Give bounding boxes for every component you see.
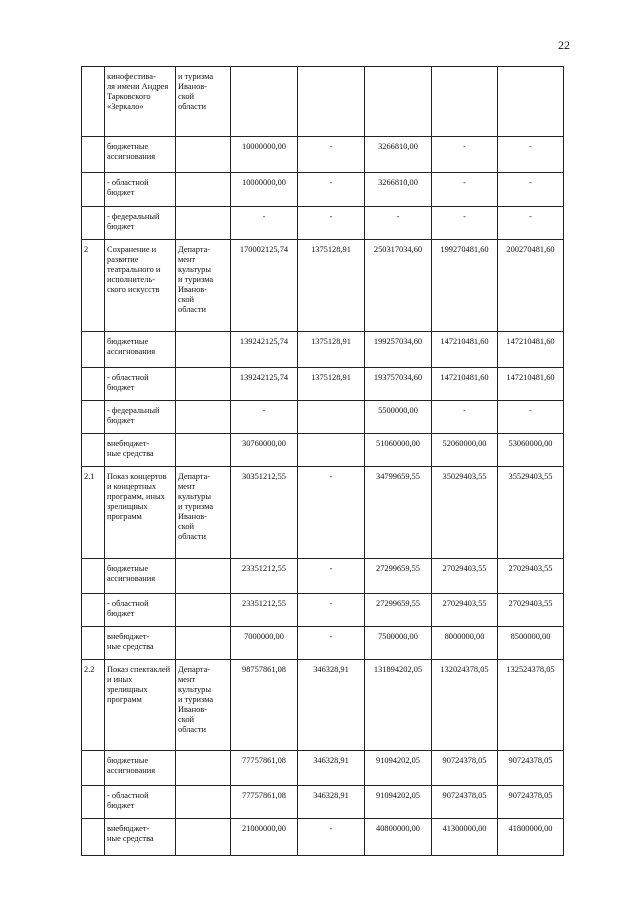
value-cell-1: 23351212,55 — [231, 559, 298, 594]
value-cell-1: 7000000,00 — [231, 627, 298, 660]
value-cell-4: 52060000,00 — [432, 434, 498, 467]
value-cell-2 — [298, 434, 365, 467]
value-cell-5: 41800000,00 — [498, 819, 564, 856]
value-cell-2: 346328,91 — [298, 660, 365, 751]
value-cell-4: - — [432, 173, 498, 207]
value-cell-4: 132024378,05 — [432, 660, 498, 751]
value-cell-4 — [432, 67, 498, 137]
value-cell-1: - — [231, 207, 298, 240]
value-cell-5: 8500000,00 — [498, 627, 564, 660]
value-cell-1: 170002125,74 — [231, 240, 298, 332]
row-number-cell — [82, 401, 105, 434]
value-cell-2: 346328,91 — [298, 751, 365, 786]
value-cell-2: - — [298, 559, 365, 594]
value-cell-1: 23351212,55 — [231, 594, 298, 627]
row-number-cell — [82, 751, 105, 786]
row-name-cell: Сохранение и развитие театрального и исполнитель- ского искусств — [105, 240, 176, 332]
row-executor-cell — [176, 207, 231, 240]
value-cell-5: - — [498, 207, 564, 240]
value-cell-3: 34799659,55 — [365, 467, 432, 559]
row-number-cell — [82, 173, 105, 207]
value-cell-3: 91094202,05 — [365, 751, 432, 786]
value-cell-4: 41300000,00 — [432, 819, 498, 856]
value-cell-1: 21000000,00 — [231, 819, 298, 856]
value-cell-4: 90724378,05 — [432, 751, 498, 786]
row-executor-cell: Департа- мент культуры и туризма Иванов- ской области — [176, 467, 231, 559]
row-name-cell: кинофестива- ля имени Андрея Тарковского «Зеркало» — [105, 67, 176, 137]
row-number-cell — [82, 207, 105, 240]
value-cell-5: 200270481,60 — [498, 240, 564, 332]
table-row — [82, 173, 564, 207]
row-name-cell: бюджетные ассигнования — [105, 751, 176, 786]
value-cell-3: 250317034,60 — [365, 240, 432, 332]
row-executor-cell — [176, 434, 231, 467]
value-cell-5: - — [498, 401, 564, 434]
row-executor-cell — [176, 173, 231, 207]
row-name-cell: Показ концертов и концертных программ, иных зрелищных программ — [105, 467, 176, 559]
value-cell-5: 90724378,05 — [498, 786, 564, 819]
value-cell-5: 27029403,55 — [498, 559, 564, 594]
table-row — [82, 819, 564, 856]
table-row — [82, 368, 564, 401]
value-cell-3: 131894202,05 — [365, 660, 432, 751]
value-cell-4: 8000000,00 — [432, 627, 498, 660]
row-number-cell — [82, 594, 105, 627]
value-cell-2 — [298, 67, 365, 137]
row-number-cell — [82, 434, 105, 467]
value-cell-3: 199257034,60 — [365, 332, 432, 368]
value-cell-5: 90724378,05 — [498, 751, 564, 786]
value-cell-2: - — [298, 819, 365, 856]
table-row — [82, 401, 564, 434]
row-number-cell: 2.2 — [82, 660, 105, 751]
value-cell-3: 91094202,05 — [365, 786, 432, 819]
row-number-cell: 2 — [82, 240, 105, 332]
value-cell-5: 53060000,00 — [498, 434, 564, 467]
row-executor-cell — [176, 401, 231, 434]
value-cell-2: 1375128,91 — [298, 368, 365, 401]
row-name-cell: - областной бюджет — [105, 786, 176, 819]
value-cell-2: - — [298, 173, 365, 207]
row-executor-cell — [176, 819, 231, 856]
value-cell-2: - — [298, 137, 365, 173]
table-row — [82, 240, 564, 332]
value-cell-2: - — [298, 627, 365, 660]
row-name-cell: - федеральный бюджет — [105, 401, 176, 434]
value-cell-1: 98757861,08 — [231, 660, 298, 751]
row-number-cell — [82, 786, 105, 819]
row-executor-cell — [176, 137, 231, 173]
table-row — [82, 594, 564, 627]
row-name-cell: - областной бюджет — [105, 368, 176, 401]
row-name-cell: бюджетные ассигнования — [105, 137, 176, 173]
budget-table — [81, 66, 564, 856]
table-row — [82, 137, 564, 173]
value-cell-4: - — [432, 401, 498, 434]
row-executor-cell — [176, 627, 231, 660]
table-row — [82, 660, 564, 751]
table-row — [82, 751, 564, 786]
value-cell-3: 27299659,55 — [365, 559, 432, 594]
value-cell-2 — [298, 401, 365, 434]
value-cell-1: 30760000,00 — [231, 434, 298, 467]
row-executor-cell: Департа- мент культуры и туризма Иванов- ской области — [176, 660, 231, 751]
table-row — [82, 786, 564, 819]
value-cell-3: 7500000,00 — [365, 627, 432, 660]
value-cell-5 — [498, 67, 564, 137]
value-cell-5: 27029403,55 — [498, 594, 564, 627]
value-cell-5: - — [498, 137, 564, 173]
row-executor-cell: Департа- мент культуры и туризма Иванов- ской области — [176, 240, 231, 332]
row-name-cell: бюджетные ассигнования — [105, 332, 176, 368]
row-executor-cell — [176, 786, 231, 819]
value-cell-2: 346328,91 — [298, 786, 365, 819]
value-cell-2: 1375128,91 — [298, 240, 365, 332]
value-cell-3: 40800000,00 — [365, 819, 432, 856]
row-name-cell: бюджетные ассигнования — [105, 559, 176, 594]
value-cell-4: 35029403,55 — [432, 467, 498, 559]
row-executor-cell: и туризма Иванов- ской области — [176, 67, 231, 137]
row-name-cell: внебюджет- ные средства — [105, 627, 176, 660]
row-name-cell: - областной бюджет — [105, 173, 176, 207]
budget-table-body — [82, 67, 564, 856]
row-number-cell — [82, 627, 105, 660]
value-cell-3: - — [365, 207, 432, 240]
value-cell-1: 77757861,08 — [231, 751, 298, 786]
value-cell-3: 27299659,55 — [365, 594, 432, 627]
value-cell-5: - — [498, 173, 564, 207]
value-cell-2: - — [298, 467, 365, 559]
row-name-cell: Показ спектаклей и иных зрелищных программ — [105, 660, 176, 751]
value-cell-5: 132524378,05 — [498, 660, 564, 751]
row-executor-cell — [176, 332, 231, 368]
value-cell-2: 1375128,91 — [298, 332, 365, 368]
value-cell-4: 147210481,60 — [432, 332, 498, 368]
row-executor-cell — [176, 559, 231, 594]
value-cell-3 — [365, 67, 432, 137]
row-executor-cell — [176, 751, 231, 786]
row-name-cell: внебюджет- ные средства — [105, 819, 176, 856]
row-number-cell — [82, 137, 105, 173]
table-row — [82, 207, 564, 240]
value-cell-4: - — [432, 207, 498, 240]
table-row — [82, 434, 564, 467]
value-cell-2: - — [298, 594, 365, 627]
value-cell-2: - — [298, 207, 365, 240]
table-row — [82, 467, 564, 559]
table-row — [82, 627, 564, 660]
value-cell-4: - — [432, 137, 498, 173]
value-cell-5: 147210481,60 — [498, 332, 564, 368]
value-cell-3: 5500000,00 — [365, 401, 432, 434]
value-cell-4: 27029403,55 — [432, 559, 498, 594]
value-cell-1: 30351212,55 — [231, 467, 298, 559]
value-cell-4: 199270481,60 — [432, 240, 498, 332]
value-cell-3: 3266810,00 — [365, 173, 432, 207]
value-cell-3: 51060000,00 — [365, 434, 432, 467]
value-cell-1: 10000000,00 — [231, 137, 298, 173]
row-number-cell: 2.1 — [82, 467, 105, 559]
row-name-cell: - областной бюджет — [105, 594, 176, 627]
table-row — [82, 67, 564, 137]
value-cell-4: 90724378,05 — [432, 786, 498, 819]
value-cell-5: 35529403,55 — [498, 467, 564, 559]
row-name-cell: внебюджет- ные средства — [105, 434, 176, 467]
value-cell-3: 3266810,00 — [365, 137, 432, 173]
table-row — [82, 332, 564, 368]
row-name-cell: - федеральный бюджет — [105, 207, 176, 240]
value-cell-4: 147210481,60 — [432, 368, 498, 401]
value-cell-4: 27029403,55 — [432, 594, 498, 627]
row-number-cell — [82, 819, 105, 856]
value-cell-1: 139242125,74 — [231, 368, 298, 401]
value-cell-1: 10000000,00 — [231, 173, 298, 207]
page-number: 22 — [558, 38, 570, 52]
row-executor-cell — [176, 594, 231, 627]
value-cell-1: - — [231, 401, 298, 434]
row-number-cell — [82, 559, 105, 594]
row-number-cell — [82, 67, 105, 137]
value-cell-1: 77757861,08 — [231, 786, 298, 819]
value-cell-1 — [231, 67, 298, 137]
value-cell-3: 193757034,60 — [365, 368, 432, 401]
value-cell-5: 147210481,60 — [498, 368, 564, 401]
row-executor-cell — [176, 368, 231, 401]
row-number-cell — [82, 332, 105, 368]
row-number-cell — [82, 368, 105, 401]
table-row — [82, 559, 564, 594]
value-cell-1: 139242125,74 — [231, 332, 298, 368]
